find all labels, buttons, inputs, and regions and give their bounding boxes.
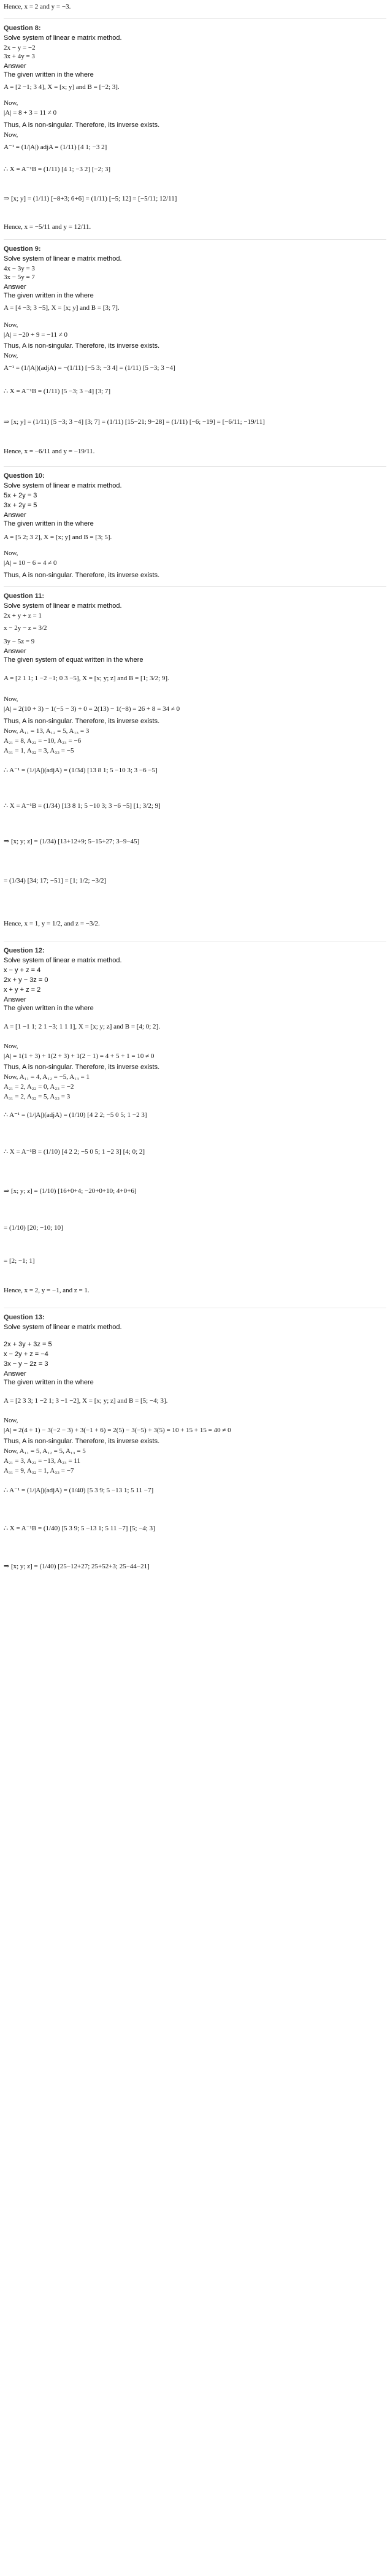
text-line: Now, A₁₁ = 4, A₁₂ = −5, A₁₃ = 1: [4, 1073, 90, 1081]
text-line: A₃₁ = 9, A₃₂ = 1, A₃₃ = −7: [4, 1467, 74, 1474]
text-line: Thus, A is non-singular. Therefore, its inverse exists.: [4, 572, 160, 579]
text-line: |A| = 2(10 + 3) − 1(−5 − 3) + 0 = 2(13) − 1(−8) = 26 + 8 = 34 ≠ 0: [4, 705, 180, 713]
text-line: 2x + 3y + 3z = 5: [4, 1341, 52, 1348]
text-line: Hence, x = 2, y = −1, and z = 1.: [4, 1287, 90, 1294]
text-line: = (1/34) [34; 17; −51] = [1; 1/2; −3/2]: [4, 877, 107, 884]
text-line: Answer: [4, 63, 26, 70]
text-line: 2x + y − 3z = 0: [4, 976, 48, 984]
text-line: A⁻¹ = (1/|A|)(adjA) = −(1/11) [−5 3; −3 4] = (1/11) [5 −3; 3 −4]: [4, 364, 175, 372]
text-line: Thus, A is non-singular. Therefore, its inverse exists.: [4, 718, 160, 725]
section-divider: [4, 18, 386, 19]
question-heading: Question 13:: [4, 1314, 45, 1321]
text-line: ∴ X = A⁻¹B = (1/10) [4 2 2; −5 0 5; 1 −2 3] [4; 0; 2]: [4, 1148, 145, 1156]
text-line: |A| = −20 + 9 = −11 ≠ 0: [4, 331, 67, 339]
text-line: Now,: [4, 99, 18, 107]
text-line: x − 2y + z = −4: [4, 1351, 48, 1358]
question-heading: Question 12:: [4, 947, 45, 954]
text-line: A = [1 −1 1; 2 1 −3; 1 1 1], X = [x; y; z] and B = [4; 0; 2].: [4, 1023, 160, 1030]
text-line: A = [2 −1; 3 4], X = [x; y] and B = [−2; 3].: [4, 83, 120, 91]
text-line: |A| = 2(4 + 1) − 3(−2 − 3) + 3(−1 + 6) = 2(5) − 3(−5) + 3(5) = 10 + 15 + 15 = 40 ≠ 0: [4, 1427, 231, 1434]
text-line: = (1/10) [20; −10; 10]: [4, 1224, 63, 1232]
text-line: 3x − y − 2z = 3: [4, 1360, 48, 1368]
text-line: 3y − 5z = 9: [4, 638, 35, 645]
text-line: ∴ A⁻¹ = (1/|A|)(adjA) = (1/40) [5 3 9; 5 −13 1; 5 11 −7]: [4, 1487, 154, 1494]
text-line: 2x + y + z = 1: [4, 612, 42, 619]
section-divider: [4, 466, 386, 467]
text-line: Solve system of linear e matrix method.: [4, 602, 122, 610]
text-line: Solve system of linear e matrix method.: [4, 482, 122, 489]
question-heading: Question 11:: [4, 592, 45, 600]
text-line: Thus, A is non-singular. Therefore, its inverse exists.: [4, 1438, 160, 1445]
text-line: Answer: [4, 1370, 26, 1378]
text-line: The given written in the where: [4, 1005, 94, 1012]
text-line: Hence, x = −5/11 and y = 12/11.: [4, 223, 91, 231]
text-line: 3x − 5y = 7: [4, 274, 35, 281]
text-line: 5x + 2y = 3: [4, 492, 37, 499]
text-line: 4x − 3y = 3: [4, 265, 35, 272]
text-line: x − y + z = 4: [4, 967, 41, 974]
text-line: A₂₁ = 8, A₂₂ = −10, A₂₃ = −6: [4, 737, 82, 745]
text-line: Now, A₁₁ = 5, A₁₂ = 5, A₁₃ = 5: [4, 1447, 86, 1455]
text-line: A₃₁ = 2, A₃₂ = 5, A₃₃ = 3: [4, 1093, 71, 1100]
text-line: Now,: [4, 696, 18, 703]
text-line: The given written in the where: [4, 520, 94, 527]
text-line: Now,: [4, 352, 18, 359]
text-line: A₂₁ = 2, A₂₂ = 0, A₂₃ = −2: [4, 1083, 74, 1091]
text-line: Hence, x = 2 and y = −3.: [4, 3, 71, 10]
text-line: The given system of equat written in the where: [4, 656, 143, 664]
text-line: Answer: [4, 512, 26, 519]
text-line: 2x − y = −2: [4, 44, 36, 52]
text-line: Now,: [4, 550, 18, 557]
text-line: Solve system of linear e matrix method.: [4, 255, 122, 263]
text-line: Solve system of linear e matrix method.: [4, 34, 122, 42]
text-line: Hence, x = −6/11 and y = −19/11.: [4, 448, 95, 455]
text-line: Now,: [4, 321, 18, 329]
text-line: ∴ X = A⁻¹B = (1/40) [5 3 9; 5 −13 1; 5 11 −7] [5; −4; 3]: [4, 1525, 155, 1532]
text-line: Thus, A is non-singular. Therefore, its inverse exists.: [4, 342, 160, 350]
text-line: ∴ X = A⁻¹B = (1/34) [13 8 1; 5 −10 3; 3 −6 −5] [1; 3/2; 9]: [4, 802, 161, 810]
text-line: 3x + 2y = 5: [4, 502, 37, 509]
text-line: A₃₁ = 1, A₃₂ = 3, A₃₃ = −5: [4, 747, 74, 754]
text-line: Solve system of linear e matrix method.: [4, 1324, 122, 1331]
text-line: The given written in the where: [4, 1379, 94, 1386]
text-line: Thus, A is non-singular. Therefore, its inverse exists.: [4, 1064, 160, 1071]
text-line: A = [4 −3; 3 −5], X = [x; y] and B = [3; 7].: [4, 304, 120, 312]
text-line: ⇒ [x; y; z] = (1/10) [16+0+4; −20+0+10; 4+0+6]: [4, 1187, 137, 1195]
text-line: ∴ X = A⁻¹B = (1/11) [4 1; −3 2] [−2; 3]: [4, 166, 111, 173]
text-line: A⁻¹ = (1/|A|) adjA = (1/11) [4 1; −3 2]: [4, 144, 107, 151]
text-line: The given written in the where: [4, 71, 94, 79]
text-line: A = [2 3 3; 1 −2 1; 3 −1 −2], X = [x; y; z] and B = [5; −4; 3].: [4, 1397, 168, 1405]
text-line: Answer: [4, 283, 26, 291]
text-line: Now,: [4, 131, 18, 139]
question-heading: Question 8:: [4, 25, 41, 32]
text-line: |A| = 10 − 6 = 4 ≠ 0: [4, 559, 57, 567]
text-line: Now,: [4, 1043, 18, 1050]
text-line: |A| = 1(1 + 3) + 1(2 + 3) + 1(2 − 1) = 4 + 5 + 1 = 10 ≠ 0: [4, 1052, 155, 1060]
section-divider: [4, 239, 386, 240]
text-line: Now, A₁₁ = 13, A₁₂ = 5, A₁₃ = 3: [4, 727, 90, 735]
text-line: 3x + 4y = 3: [4, 53, 35, 60]
text-line: x + y + z = 2: [4, 986, 41, 994]
text-line: x − 2y − z = 3/2: [4, 624, 47, 632]
text-line: |A| = 8 + 3 = 11 ≠ 0: [4, 109, 57, 117]
text-line: Answer: [4, 648, 26, 655]
section-divider: [4, 586, 386, 587]
text-line: ⇒ [x; y] = (1/11) [5 −3; 3 −4] [3; 7] = (1/11) [15−21; 9−28] = (1/11) [−6; −19] = [−6/11; −19/11]: [4, 418, 265, 426]
text-line: ∴ X = A⁻¹B = (1/11) [5 −3; 3 −4] [3; 7]: [4, 388, 111, 395]
text-line: ∴ A⁻¹ = (1/|A|)(adjA) = (1/34) [13 8 1; 5 −10 3; 3 −6 −5]: [4, 767, 158, 774]
text-line: Solve system of linear e matrix method.: [4, 957, 122, 964]
text-line: = [2; −1; 1]: [4, 1257, 35, 1265]
text-line: Thus, A is non-singular. Therefore, its inverse exists.: [4, 121, 160, 129]
text-line: ⇒ [x; y] = (1/11) [−8+3; 6+6] = (1/11) [−5; 12] = [−5/11; 12/11]: [4, 195, 177, 202]
text-line: Hence, x = 1, y = 1/2, and z = −3/2.: [4, 920, 100, 927]
text-line: ⇒ [x; y; z] = (1/40) [25−12+27; 25+52+3; 25−44−21]: [4, 1563, 150, 1570]
text-line: ⇒ [x; y; z] = (1/34) [13+12+9; 5−15+27; 3−9−45]: [4, 838, 140, 845]
question-heading: Question 10:: [4, 472, 45, 480]
text-line: A = [5 2; 3 2], X = [x; y] and B = [3; 5].: [4, 534, 112, 541]
text-line: The given written in the where: [4, 292, 94, 299]
text-line: ∴ A⁻¹ = (1/|A|)(adjA) = (1/10) [4 2 2; −5 0 5; 1 −2 3]: [4, 1111, 147, 1119]
text-line: A₂₁ = 3, A₂₂ = −13, A₂₃ = 11: [4, 1457, 81, 1465]
text-line: Answer: [4, 996, 26, 1003]
question-heading: Question 9:: [4, 245, 41, 253]
text-line: Now,: [4, 1417, 18, 1424]
text-line: A = [2 1 1; 1 −2 −1; 0 3 −5], X = [x; y; z] and B = [1; 3/2; 9].: [4, 675, 169, 682]
